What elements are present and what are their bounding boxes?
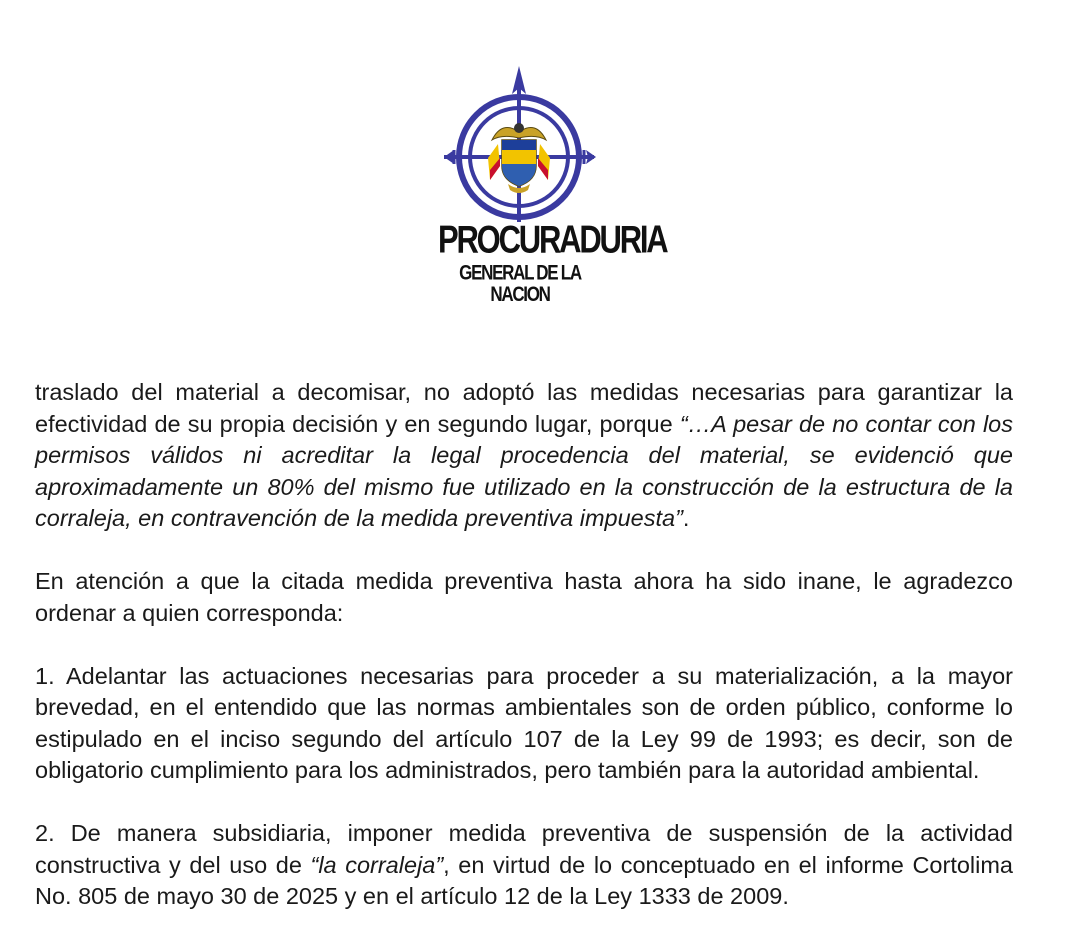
document-body [35,377,1013,913]
compass-crosshair-coat-of-arms-icon [438,62,602,222]
paragraph-4 [35,818,1013,913]
logo-subtitle: GENERAL DE LA NACION [459,260,581,306]
paragraph-4-text: 2. De manera subsidiaria, imponer medida preventiva de suspensión de la actividad constructiva y del uso de [35,820,1013,878]
logo-title: PROCURADURIA [438,217,667,262]
paragraph-1-text: traslado del material a decomisar, no adoptó las medidas necesarias para garantizar la efectividad de su propia decisión y en segundo lugar, porque [35,379,1013,437]
paragraph-4-end: , en virtud de lo conceptuado en el informe Cortolima No. 805 de mayo 30 de 2025 y en el artículo 12 de la Ley 1333 de 2009. [35,851,1014,909]
paragraph-4-quote: “la corraleja” [310,851,444,878]
paragraph-1 [35,377,1013,535]
paragraph-2: En atención a que la citada medida preventiva hasta ahora ha sido inane, le agradezco ordenar a quien corresponda: [35,568,1013,626]
procuraduria-logo [438,62,667,306]
paragraph-1-end: . [682,505,690,531]
paragraph-3: 1. Adelantar las actuaciones necesarias para proceder a su materialización, a la mayor brevedad, en el entendido que las normas ambientales son de orden público, conforme lo estipulado en el inciso segundo del artículo 107 de la Ley 99 de 1993; es decir, son de obligatorio cumplimiento para los administrados, pero también para la autoridad ambiental. [35,662,1013,783]
paragraph-1-quote: “…A pesar de no contar con los permisos válidos ni acreditar la legal procedencia del material, se evidenció que aproximadamente un 80% del mismo fue utilizado en la construcción de la estructura de la corraleja, en contravención de la medida preventiva impuesta” [35,410,1013,531]
